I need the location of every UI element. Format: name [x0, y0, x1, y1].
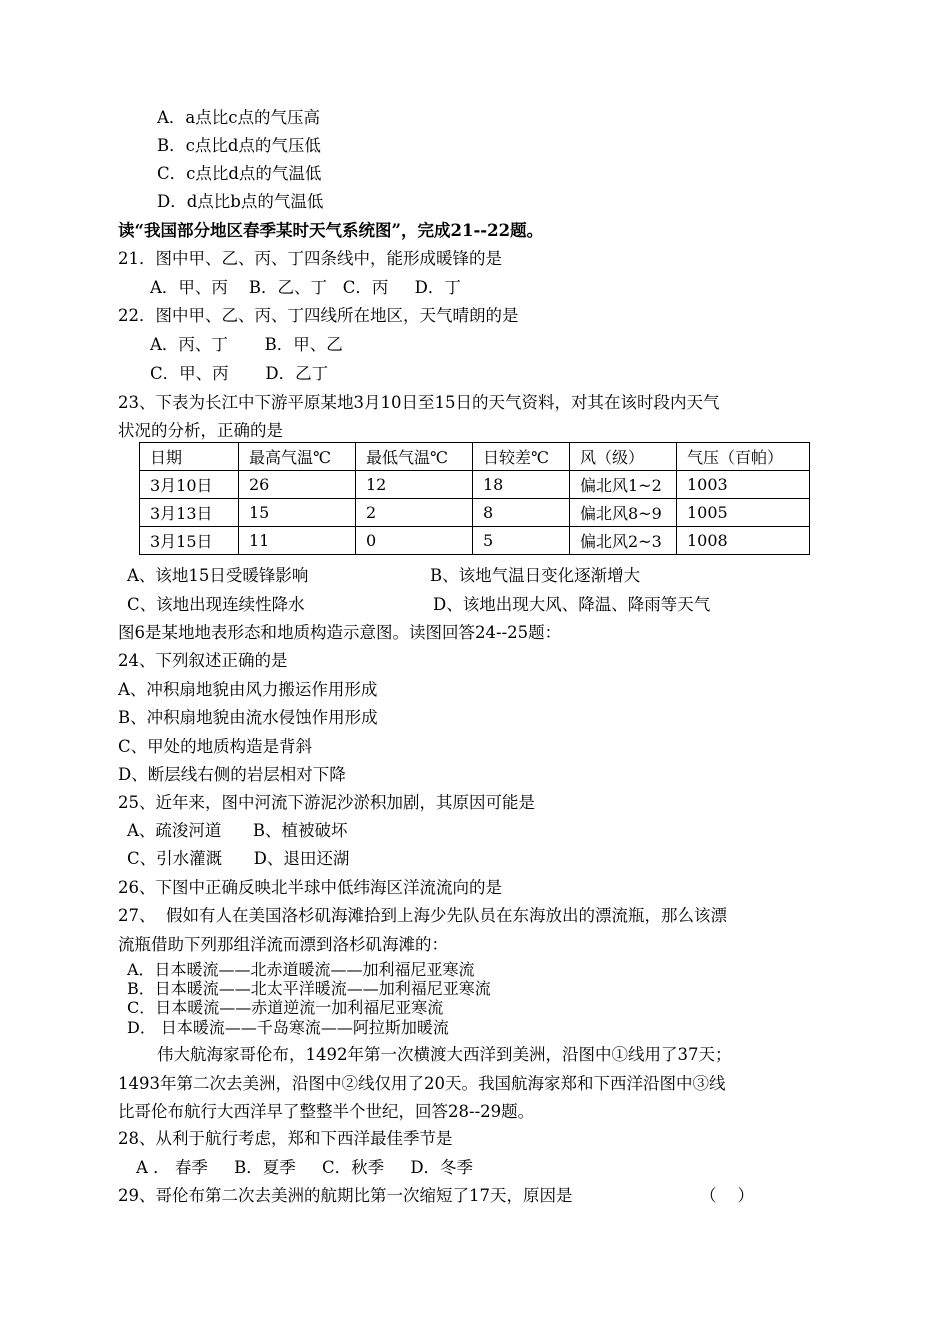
weather-table	[139, 442, 810, 555]
answer-bracket: （ ）	[700, 1186, 754, 1205]
question-23-option-a: A、该地15日受暖锋影响	[127, 566, 309, 585]
question-24-option-d: D、断层线右侧的岩层相对下降	[118, 765, 346, 784]
question-24-option-b: B、冲积扇地貌由流水侵蚀作用形成	[118, 708, 378, 727]
table-header-cell: 气压（百帕）	[677, 443, 810, 471]
table-header-cell: 最高气温℃	[239, 443, 356, 471]
question-24-option-c: C、甲处的地质构造是背斜	[118, 737, 313, 756]
question-28-options: A ． 春季 B．夏季 C．秋季 D．冬季	[136, 1158, 474, 1177]
question-23-line-2: 状况的分析，正确的是	[118, 421, 283, 440]
table-cell: 26	[239, 471, 356, 499]
table-cell: 3月13日	[140, 499, 239, 527]
question-25-options-1: A、疏浚河道 B、植被破坏	[127, 821, 348, 840]
question-25: 25、近年来，图中河流下游泥沙淤积加剧，其原因可能是	[118, 793, 535, 812]
question-28: 28、从利于航行考虑，郑和下西洋最佳季节是	[118, 1129, 453, 1148]
table-row	[140, 527, 810, 555]
table-cell: 15	[239, 499, 356, 527]
table-cell: 11	[239, 527, 356, 555]
table-cell: 0	[356, 527, 473, 555]
table-cell: 8	[473, 499, 570, 527]
table-cell: 偏北风2~3	[570, 527, 677, 555]
figure-6-intro: 图6是某地地表形态和地质构造示意图。读图回答24--25题：	[118, 623, 562, 642]
table-header-cell: 日较差℃	[473, 443, 570, 471]
columbus-paragraph-line-3: 比哥伦布航行大西洋早了整整半个世纪，回答28--29题。	[118, 1102, 535, 1121]
question-27-option-c: C．日本暖流——赤道逆流一加利福尼亚寒流	[127, 998, 444, 1017]
section-heading: 读“我国部分地区春季某时天气系统图”，完成21--22题。	[118, 221, 544, 240]
table-header-cell: 最低气温℃	[356, 443, 473, 471]
question-23-option-c: C、该地出现连续性降水	[127, 595, 305, 614]
option-c: C．c点比d点的气温低	[157, 164, 322, 183]
table-row	[140, 499, 810, 527]
table-header-row	[140, 443, 810, 471]
question-23-option-b: B、该地气温日变化逐渐增大	[430, 566, 641, 585]
question-23-line-1: 23、下表为长江中下游平原某地3月10日至15日的天气资料，对其在该时段内天气	[118, 393, 720, 412]
table-header-cell: 风（级）	[570, 443, 677, 471]
table-cell: 1005	[677, 499, 810, 527]
table-row	[140, 471, 810, 499]
option-b: B．c点比d点的气压低	[157, 136, 321, 155]
question-27-option-d: D． 日本暖流——千岛寒流——阿拉斯加暖流	[127, 1018, 449, 1037]
table-header-cell: 日期	[140, 443, 239, 471]
table-cell: 3月15日	[140, 527, 239, 555]
table-cell: 1003	[677, 471, 810, 499]
table-cell: 3月10日	[140, 471, 239, 499]
question-29: 29、哥伦布第二次去美洲的航期比第一次缩短了17天，原因是	[118, 1186, 573, 1205]
question-24: 24、下列叙述正确的是	[118, 651, 288, 670]
columbus-paragraph-line-1: 伟大航海家哥伦布，1492年第一次横渡大西洋到美洲，沿图中①线用了37天；	[157, 1045, 732, 1064]
question-22-options-2: C．甲、丙 D．乙丁	[150, 364, 329, 383]
question-27-line-1: 27、 假如有人在美国洛杉矶海滩拾到上海少先队员在东海放出的漂流瓶，那么该漂	[118, 906, 727, 925]
table-cell: 偏北风1~2	[570, 471, 677, 499]
question-21: 21．图中甲、乙、丙、丁四条线中，能形成暖锋的是	[118, 249, 502, 268]
question-24-option-a: A、冲积扇地貌由风力搬运作用形成	[118, 680, 378, 699]
question-27-line-2: 流瓶借助下列那组洋流而漂到洛杉矶海滩的：	[118, 935, 448, 954]
question-22: 22．图中甲、乙、丙、丁四线所在地区，天气晴朗的是	[118, 306, 519, 325]
option-d: D．d点比b点的气温低	[157, 192, 324, 211]
question-22-options-1: A．丙、丁 B．甲、乙	[150, 335, 343, 354]
question-27-option-b: B．日本暖流——北太平洋暖流——加利福尼亚寒流	[127, 979, 491, 998]
option-a: A．a点比c点的气压高	[157, 108, 320, 127]
question-25-options-2: C、引水灌溉 D、退田还湖	[127, 849, 350, 868]
table-cell: 5	[473, 527, 570, 555]
question-23-option-d: D、该地出现大风、降温、降雨等天气	[433, 595, 711, 614]
question-26: 26、下图中正确反映北半球中低纬海区洋流流向的是	[118, 878, 502, 897]
question-21-options: A．甲、丙 B．乙、丁 C．丙 D．丁	[150, 278, 461, 297]
table-cell: 1008	[677, 527, 810, 555]
table-cell: 18	[473, 471, 570, 499]
columbus-paragraph-line-2: 1493年第二次去美洲，沿图中②线仅用了20天。我国航海家郑和下西洋沿图中③线	[118, 1074, 726, 1093]
table-cell: 2	[356, 499, 473, 527]
question-27-option-a: A．日本暖流——北赤道暖流——加利福尼亚寒流	[127, 960, 475, 979]
table-cell: 偏北风8~9	[570, 499, 677, 527]
table-cell: 12	[356, 471, 473, 499]
